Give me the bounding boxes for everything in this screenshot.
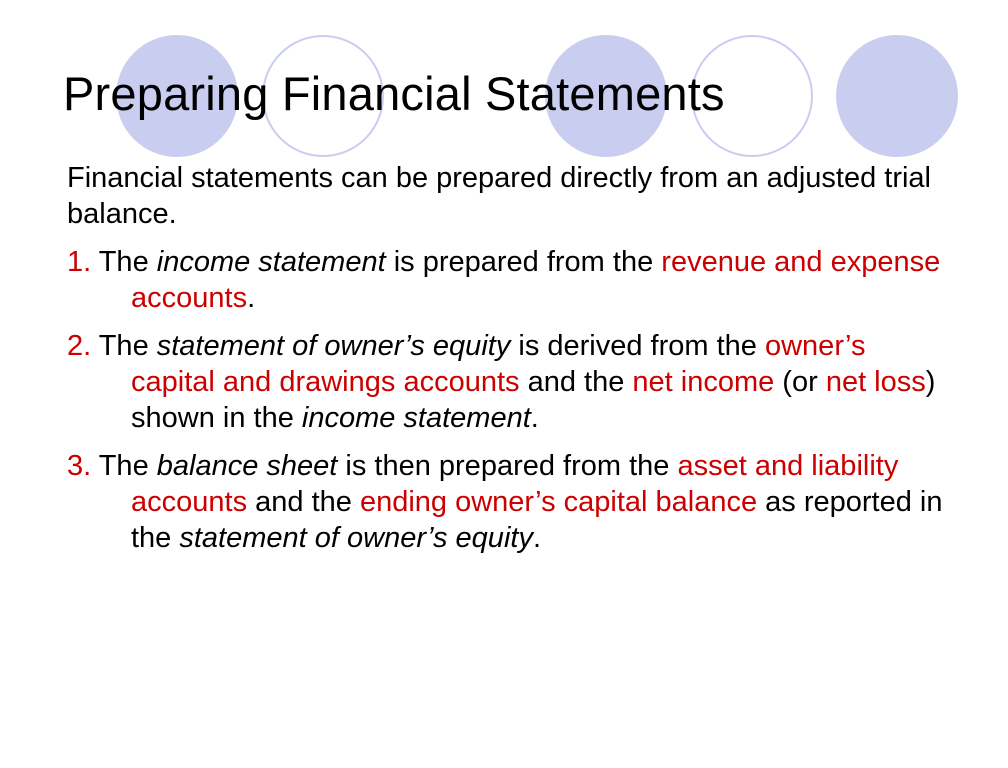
slide-title: Preparing Financial Statements <box>63 67 725 120</box>
decorative-circle-filled <box>836 35 958 157</box>
list-item-3 <box>67 448 947 556</box>
item-highlight: asset and liability accounts <box>131 450 899 518</box>
item-text: is then prepared from the <box>337 450 678 482</box>
item-emphasis: balance sheet <box>156 450 338 482</box>
item-highlight: owner’s capital and drawings accounts <box>131 330 866 398</box>
item-text: The <box>91 246 157 278</box>
list-item-1 <box>67 244 947 316</box>
item-emphasis: income statement <box>301 402 531 434</box>
intro-paragraph: Financial statements can be prepared directly from an adjusted trial balance. <box>67 162 931 230</box>
item-highlight: net loss <box>825 366 926 398</box>
item-text: ) shown in the <box>131 366 936 434</box>
item-emphasis: income statement <box>156 246 386 278</box>
item-number: 1. <box>67 246 92 278</box>
item-text: and the <box>519 366 633 398</box>
item-number: 2. <box>67 330 92 362</box>
item-text: is prepared from the <box>385 246 662 278</box>
slide-body <box>67 160 947 568</box>
item-emphasis: statement of owner’s equity <box>179 522 533 554</box>
item-text: (or <box>774 366 826 398</box>
item-text: is derived from the <box>510 330 765 362</box>
item-emphasis: statement of owner’s equity <box>156 330 511 362</box>
item-text: as reported in the <box>131 486 943 554</box>
item-text: The <box>91 450 157 482</box>
item-text: . <box>247 282 256 314</box>
item-highlight: net income <box>632 366 775 398</box>
item-highlight: revenue and expense accounts <box>131 246 941 314</box>
item-number: 3. <box>67 450 92 482</box>
list-item-2 <box>67 328 947 436</box>
item-text: . <box>532 522 542 554</box>
item-highlight: ending owner’s capital balance <box>359 486 758 518</box>
item-text: . <box>530 402 539 434</box>
item-text: The <box>91 330 157 362</box>
item-text: and the <box>247 486 360 518</box>
